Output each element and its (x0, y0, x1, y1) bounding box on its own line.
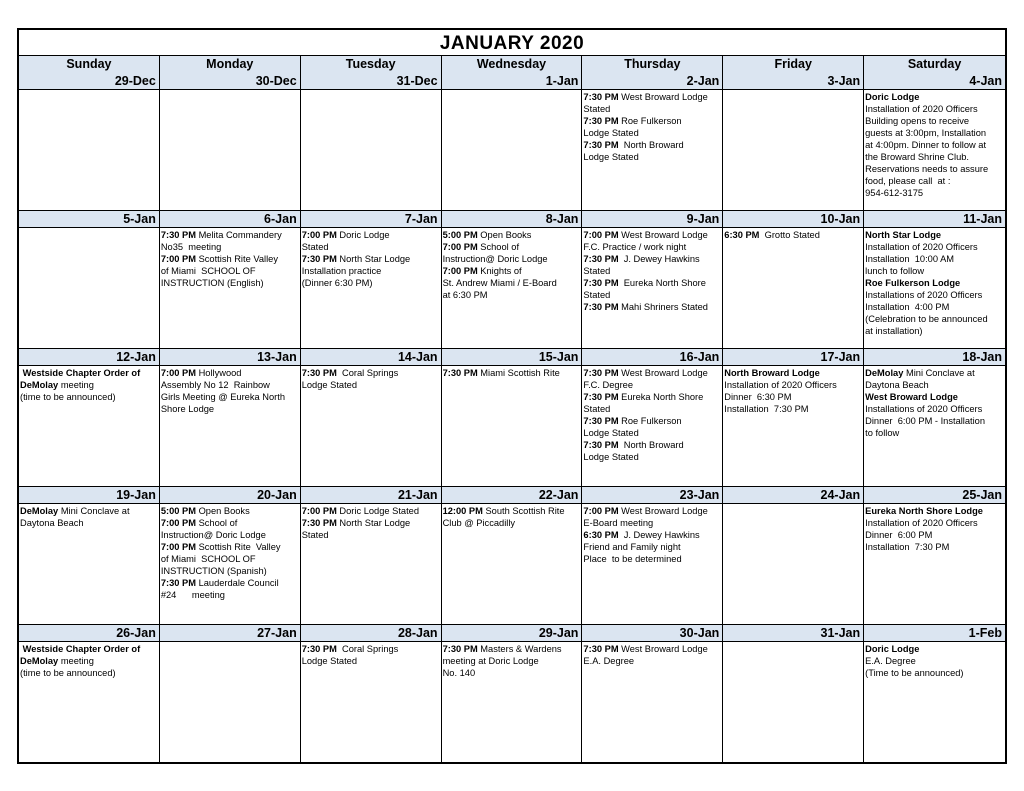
day-events (582, 228, 722, 313)
event-entry (583, 91, 721, 115)
event-lead: DeMolay (865, 368, 904, 378)
day-date: 28-Jan (301, 625, 441, 642)
day-events (723, 642, 863, 643)
day-events (582, 642, 722, 667)
day-events (19, 228, 159, 229)
week-row (19, 211, 1005, 349)
day-cell (160, 625, 301, 763)
day-cell (864, 211, 1005, 349)
event-entry (583, 643, 721, 667)
event-text: Installations of 2020 Officers Dinner 6:00 PM - Installation to follow (865, 404, 986, 438)
event-text: E.A. Degree (Time to be announced) (865, 656, 964, 678)
day-cell (723, 625, 864, 763)
day-events (19, 90, 159, 91)
day-events (723, 504, 863, 505)
event-entry (443, 265, 581, 301)
event-lead: 7:30 PM (583, 140, 619, 150)
event-entry (865, 391, 1004, 439)
day-cell (442, 349, 583, 487)
day-date: 3-Jan (723, 73, 863, 90)
event-text: West Broward Lodge E-Board meeting (583, 506, 708, 528)
event-entry (724, 229, 862, 241)
day-date: 27-Jan (160, 625, 300, 642)
day-cell (160, 487, 301, 625)
day-date: 16-Jan (582, 349, 722, 366)
day-events (442, 504, 582, 529)
day-events (582, 504, 722, 565)
event-entry (865, 277, 1004, 337)
event-lead: Eureka North Shore Lodge (865, 506, 983, 516)
event-entry (583, 115, 721, 139)
event-text: Mahi Shriners Stated (618, 302, 708, 312)
event-entry (865, 643, 1004, 679)
calendar (17, 28, 1007, 764)
event-entry (161, 541, 299, 577)
week-row (19, 625, 1005, 763)
day-cell (160, 349, 301, 487)
event-lead: 7:30 PM (301, 254, 337, 264)
day-cell (864, 487, 1005, 625)
weekday-wednesday: Wednesday (442, 56, 583, 74)
event-lead: West Broward Lodge (865, 392, 958, 402)
weekday-saturday: Saturday (864, 56, 1005, 74)
event-lead: Westside Chapter Order of DeMolay (20, 644, 141, 666)
event-lead: 7:00 PM (160, 368, 196, 378)
week-row (19, 487, 1005, 625)
event-lead: 7:00 PM (160, 254, 196, 264)
event-text: Open Books (477, 230, 532, 240)
event-text: School of Instruction@ Doric Lodge (442, 242, 548, 264)
day-date: 29-Jan (442, 625, 582, 642)
weekday-header-row (19, 56, 1005, 73)
event-lead: Roe Fulkerson Lodge (865, 278, 961, 288)
day-cell (723, 73, 864, 211)
event-text: Roe Fulkerson Lodge Stated (583, 116, 682, 138)
event-lead: 7:30 PM (583, 416, 619, 426)
event-text: North Star Lodge Installation practice (Dinner 6:30 PM) (301, 254, 411, 288)
event-entry (302, 229, 440, 253)
day-events (582, 90, 722, 163)
event-entry (583, 277, 721, 301)
day-date: 2-Jan (582, 73, 722, 90)
event-entry (443, 367, 581, 379)
event-lead: 6:30 PM (583, 530, 619, 540)
event-entry (161, 577, 299, 601)
weekday-monday: Monday (160, 56, 301, 74)
event-lead: 7:30 PM (160, 230, 196, 240)
event-lead: 7:30 PM (583, 302, 619, 312)
day-cell (301, 211, 442, 349)
event-text: Installation of 2020 Officers Installation 10:00 AM lunch to follow (865, 242, 978, 276)
event-lead: 7:30 PM (583, 254, 619, 264)
day-cell (301, 625, 442, 763)
event-entry (443, 643, 581, 679)
day-date: 19-Jan (19, 487, 159, 504)
day-events (582, 366, 722, 463)
event-entry (161, 367, 299, 415)
day-date: 21-Jan (301, 487, 441, 504)
event-text: Miami Scottish Rite (477, 368, 560, 378)
event-text: meeting (time to be announced) (20, 656, 116, 678)
calendar-title: JANUARY 2020 (19, 30, 1005, 56)
day-date: 24-Jan (723, 487, 863, 504)
event-lead: 7:30 PM (583, 116, 619, 126)
event-lead: 5:00 PM (160, 506, 196, 516)
day-events (301, 642, 441, 667)
event-lead: 7:00 PM (583, 506, 619, 516)
event-lead: 7:00 PM (160, 518, 196, 528)
day-date: 22-Jan (442, 487, 582, 504)
event-text: Melita Commandery No35 meeting (160, 230, 282, 252)
day-date: 8-Jan (442, 211, 582, 228)
event-entry (583, 439, 721, 463)
day-events (301, 228, 441, 289)
event-entry (302, 643, 440, 667)
event-text: meeting (time to be announced) (20, 380, 116, 402)
event-entry (20, 367, 158, 403)
day-date: 1-Feb (864, 625, 1005, 642)
event-text: J. Dewey Hawkins Stated (583, 254, 700, 276)
event-entry (161, 253, 299, 289)
weekday-sunday: Sunday (19, 56, 160, 74)
event-entry (20, 505, 158, 529)
event-text: West Broward Lodge E.A. Degree (583, 644, 708, 666)
event-text: Coral Springs Lodge Stated (301, 644, 399, 666)
day-cell (723, 487, 864, 625)
day-date: 14-Jan (301, 349, 441, 366)
day-events (19, 366, 159, 403)
event-text: Lauderdale Council #24 meeting (160, 578, 279, 600)
event-entry (443, 241, 581, 265)
event-lead: Doric Lodge (865, 644, 920, 654)
day-cell (301, 73, 442, 211)
day-events (864, 642, 1005, 679)
day-cell (19, 487, 160, 625)
event-entry (865, 229, 1004, 277)
event-entry (302, 367, 440, 391)
event-entry (583, 229, 721, 253)
day-date: 30-Dec (160, 73, 300, 90)
event-lead: 7:30 PM (583, 368, 619, 378)
day-cell (19, 211, 160, 349)
event-entry (161, 517, 299, 541)
day-date: 23-Jan (582, 487, 722, 504)
event-lead: 12:00 PM (442, 506, 483, 516)
day-cell (582, 211, 723, 349)
day-cell (442, 625, 583, 763)
day-cell (301, 349, 442, 487)
event-entry (161, 505, 299, 517)
day-events (160, 228, 300, 289)
day-cell (19, 625, 160, 763)
event-text: Scottish Rite Valley of Miami SCHOOL OF INSTRUCTION (Spanish) (160, 542, 281, 576)
day-date: 18-Jan (864, 349, 1005, 366)
event-entry (443, 229, 581, 241)
day-cell (723, 211, 864, 349)
event-entry (865, 505, 1004, 553)
event-text: West Broward Lodge F.C. Degree (583, 368, 708, 390)
day-events (301, 366, 441, 391)
day-date: 10-Jan (723, 211, 863, 228)
event-entry (583, 139, 721, 163)
day-date: 9-Jan (582, 211, 722, 228)
day-date: 26-Jan (19, 625, 159, 642)
event-entry (865, 91, 1004, 199)
event-text: North Star Lodge Stated (301, 518, 411, 540)
event-text: Eureka North Shore Stated (583, 392, 704, 414)
event-lead: 7:00 PM (583, 230, 619, 240)
event-entry (583, 301, 721, 313)
day-cell (19, 73, 160, 211)
day-cell (160, 73, 301, 211)
day-cell (582, 625, 723, 763)
day-events (864, 366, 1005, 439)
event-entry (302, 505, 440, 517)
day-events (442, 642, 582, 679)
weekday-thursday: Thursday (582, 56, 723, 74)
event-entry (443, 505, 581, 529)
day-date: 25-Jan (864, 487, 1005, 504)
event-entry (302, 253, 440, 289)
day-events (160, 366, 300, 415)
day-events (864, 228, 1005, 337)
event-lead: 7:00 PM (301, 230, 337, 240)
event-lead: 7:30 PM (583, 440, 619, 450)
day-events (19, 642, 159, 679)
day-events (160, 642, 300, 643)
day-date: 13-Jan (160, 349, 300, 366)
day-cell (864, 73, 1005, 211)
day-events (301, 504, 441, 541)
event-entry (583, 391, 721, 415)
day-date: 1-Jan (442, 73, 582, 90)
day-events (723, 228, 863, 241)
event-text: Knights of St. Andrew Miami / E-Board at 6:30 PM (442, 266, 557, 300)
event-entry (583, 505, 721, 529)
day-events (442, 228, 582, 301)
event-lead: 7:30 PM (160, 578, 196, 588)
event-text: Roe Fulkerson Lodge Stated (583, 416, 682, 438)
event-lead: 7:00 PM (442, 242, 478, 252)
weekday-tuesday: Tuesday (301, 56, 442, 74)
day-events (723, 366, 863, 415)
day-date: 4-Jan (864, 73, 1005, 90)
event-entry (583, 253, 721, 277)
day-events (442, 366, 582, 379)
event-text: North Broward Lodge Stated (583, 140, 684, 162)
day-cell (582, 487, 723, 625)
event-lead: 7:30 PM (583, 392, 619, 402)
day-date: 5-Jan (19, 211, 159, 228)
event-lead: 5:00 PM (442, 230, 478, 240)
event-text: Open Books (195, 506, 250, 516)
day-cell (582, 73, 723, 211)
event-lead: 7:00 PM (160, 542, 196, 552)
event-text: West Broward Lodge F.C. Practice / work night (583, 230, 708, 252)
day-events (19, 504, 159, 529)
event-text: Grotto Stated (759, 230, 820, 240)
event-text: Installation of 2020 Officers Building opens to receive guests at 3:00pm, Installation at 4:00pm. Dinner to follow at the Broward Shrine Club. Reservations needs to assure food, please call at : 954-612-3175 (865, 104, 989, 198)
day-cell (442, 73, 583, 211)
event-text: Coral Springs Lodge Stated (301, 368, 399, 390)
day-date: 31-Dec (301, 73, 441, 90)
event-text: Installation of 2020 Officers Dinner 6:30 PM Installation 7:30 PM (724, 380, 837, 414)
event-entry (161, 229, 299, 253)
calendar-grid (19, 73, 1005, 763)
event-lead: Westside Chapter Order of DeMolay (20, 368, 141, 390)
event-entry (583, 415, 721, 439)
event-lead: 7:30 PM (301, 368, 337, 378)
day-cell (442, 211, 583, 349)
event-text: Eureka North Shore Stated (583, 278, 706, 300)
event-text: West Broward Lodge Stated (583, 92, 708, 114)
day-events (160, 90, 300, 91)
day-events (864, 504, 1005, 553)
day-events (442, 90, 582, 91)
event-entry (583, 367, 721, 391)
event-lead: 7:30 PM (442, 368, 478, 378)
event-entry (865, 367, 1004, 391)
event-entry (20, 643, 158, 679)
day-events (723, 90, 863, 91)
weekday-friday: Friday (723, 56, 864, 74)
day-date: 6-Jan (160, 211, 300, 228)
event-lead: 7:00 PM (442, 266, 478, 276)
day-cell (442, 487, 583, 625)
day-date: 12-Jan (19, 349, 159, 366)
event-text: School of Instruction@ Doric Lodge (160, 518, 266, 540)
event-lead: North Broward Lodge (724, 368, 820, 378)
day-cell (301, 487, 442, 625)
event-lead: 7:30 PM (583, 92, 619, 102)
day-events (301, 90, 441, 91)
event-text: Mini Conclave at Daytona Beach (20, 506, 130, 528)
event-lead: Doric Lodge (865, 92, 920, 102)
day-date: 30-Jan (582, 625, 722, 642)
event-lead: 7:00 PM (301, 506, 337, 516)
event-text: Doric Lodge Stated (301, 230, 390, 252)
day-cell (19, 349, 160, 487)
event-lead: 7:30 PM (301, 518, 337, 528)
event-text: Installation of 2020 Officers Dinner 6:00 PM Installation 7:30 PM (865, 518, 978, 552)
week-row (19, 349, 1005, 487)
day-date: 17-Jan (723, 349, 863, 366)
event-lead: 6:30 PM (724, 230, 760, 240)
day-date: 15-Jan (442, 349, 582, 366)
event-entry (583, 529, 721, 565)
event-text: Mini Conclave at Daytona Beach (865, 368, 975, 390)
event-text: J. Dewey Hawkins Friend and Family night Place to be determined (583, 530, 700, 564)
day-cell (864, 349, 1005, 487)
day-cell (582, 349, 723, 487)
event-text: Scottish Rite Valley of Miami SCHOOL OF INSTRUCTION (English) (160, 254, 278, 288)
event-text: Masters & Wardens meeting at Doric Lodge No. 140 (442, 644, 562, 678)
event-text: Hollywood Assembly No 12 Rainbow Girls Meeting @ Eureka North Shore Lodge (160, 368, 285, 414)
event-entry (302, 517, 440, 541)
event-text: Doric Lodge Stated (336, 506, 420, 516)
day-cell (723, 349, 864, 487)
day-date: 7-Jan (301, 211, 441, 228)
event-lead: North Star Lodge (865, 230, 942, 240)
day-date: 31-Jan (723, 625, 863, 642)
day-date: 29-Dec (19, 73, 159, 90)
event-entry (724, 367, 862, 415)
day-events (864, 90, 1005, 199)
day-cell (160, 211, 301, 349)
week-row (19, 73, 1005, 211)
day-date: 11-Jan (864, 211, 1005, 228)
event-text: Installations of 2020 Officers Installation 4:00 PM (Celebration to be announced at installation) (865, 290, 988, 336)
day-date: 20-Jan (160, 487, 300, 504)
day-cell (864, 625, 1005, 763)
event-text: South Scottish Rite Club @ Piccadilly (442, 506, 565, 528)
event-lead: 7:30 PM (583, 278, 619, 288)
event-lead: 7:30 PM (583, 644, 619, 654)
event-text: North Broward Lodge Stated (583, 440, 684, 462)
event-lead: 7:30 PM (442, 644, 478, 654)
event-lead: DeMolay (20, 506, 59, 516)
event-lead: 7:30 PM (301, 644, 337, 654)
day-events (160, 504, 300, 601)
